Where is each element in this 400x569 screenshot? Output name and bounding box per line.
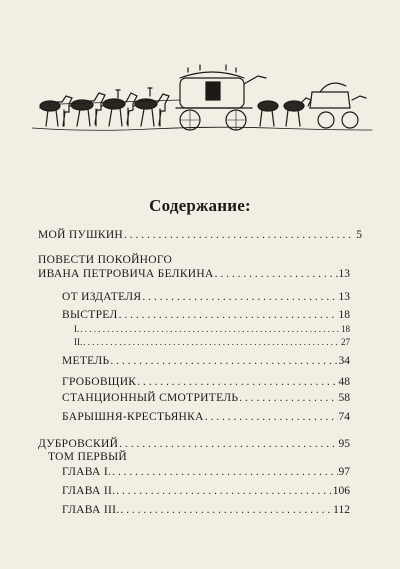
toc-page-number: 97 [338, 466, 350, 478]
toc-page-number: 58 [338, 392, 350, 404]
toc-page-number: 27 [341, 337, 350, 347]
toc-page-number: 95 [338, 438, 350, 450]
toc-page-number: 13 [338, 291, 350, 303]
toc-entry-label: СТАНЦИОННЫЙ СМОТРИТЕЛЬ [62, 392, 239, 404]
toc-entry-vystrel[interactable] [62, 308, 350, 322]
carriage [176, 65, 266, 130]
toc-entry-label: ОТ ИЗДАТЕЛЯ [62, 291, 142, 303]
toc-entry-label: ВЫСТРЕЛ [62, 309, 118, 321]
contents-heading: Содержание: [149, 196, 251, 215]
toc-entry-label: ДУБРОВСКИЙ [38, 438, 119, 450]
toc-entry-dubrovsky[interactable] [38, 437, 350, 451]
toc-leader-dots [142, 290, 337, 304]
toc-entry-povesti[interactable] [38, 267, 350, 281]
toc-page-number: 106 [332, 485, 350, 497]
toc-leader-dots [205, 410, 338, 424]
toc-entry-label: ИВАНА ПЕТРОВИЧА БЕЛКИНА [38, 268, 214, 280]
toc-entry-label: II. [74, 337, 83, 347]
cart [310, 83, 366, 128]
toc-leader-dots [112, 465, 337, 479]
toc-entry-label: ГРОБОВЩИК [62, 376, 137, 388]
toc-entry-glava-1[interactable] [62, 465, 350, 479]
horses-rear [258, 98, 311, 126]
toc-leader-dots [119, 437, 337, 451]
toc-entry-glava-3[interactable] [62, 503, 350, 517]
toc-page-number: 18 [338, 309, 350, 321]
toc-entry-label: БАРЫШНЯ-КРЕСТЬЯНКА [62, 411, 204, 423]
toc-entry-label: МОЙ ПУШКИН [38, 229, 124, 241]
toc-entry-label: ГЛАВА II. [62, 485, 116, 497]
toc-page-number: 5 [356, 229, 362, 241]
carriage-illustration [30, 62, 374, 142]
toc-leader-dots [119, 308, 338, 322]
toc-page-number: 18 [341, 324, 350, 334]
toc-leader-dots [83, 335, 340, 349]
toc-entry-tom-pervy: ТОМ ПЕРВЫЙ [48, 451, 128, 463]
toc-page-number: 74 [338, 411, 350, 423]
toc-leader-dots [80, 322, 340, 336]
toc-leader-dots [215, 267, 338, 281]
toc-entry-label: МЕТЕЛЬ [62, 355, 110, 367]
toc-entry-label: ГЛАВА III. [62, 504, 120, 516]
toc-entry-vystrel-1[interactable] [74, 322, 350, 336]
toc-entry-label: ГЛАВА I. [62, 466, 112, 478]
toc-leader-dots [116, 484, 332, 498]
toc-entry-povesti-line1: ПОВЕСТИ ПОКОЙНОГО [38, 254, 173, 266]
toc-entry-my-pushkin[interactable] [38, 228, 362, 242]
toc-entry-label: I. [74, 324, 80, 334]
toc-page-number: 13 [338, 268, 350, 280]
toc-entry-smotritel[interactable] [62, 391, 350, 405]
toc-page-number: 112 [333, 504, 350, 516]
toc-leader-dots [137, 375, 337, 389]
toc-entry-glava-2[interactable] [62, 484, 350, 498]
toc-leader-dots [124, 228, 355, 242]
toc-entry-vystrel-2[interactable] [74, 335, 350, 349]
toc-leader-dots [120, 503, 332, 517]
horses [40, 93, 169, 126]
toc-leader-dots [110, 354, 337, 368]
toc-entry-ot-izdatelya[interactable] [62, 290, 350, 304]
toc-entry-baryshnya[interactable] [62, 410, 350, 424]
toc-page-number: 48 [338, 376, 350, 388]
toc-leader-dots [239, 391, 337, 405]
toc-entry-grobovshchik[interactable] [62, 375, 350, 389]
toc-page-number: 34 [338, 355, 350, 367]
toc-entry-metel[interactable] [62, 354, 350, 368]
